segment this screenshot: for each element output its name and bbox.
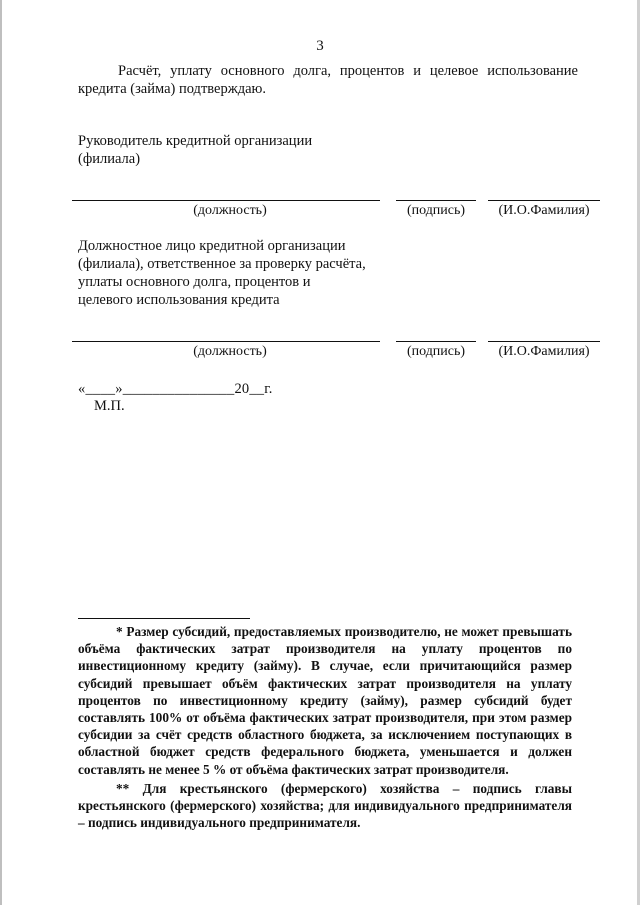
official-label: [78, 237, 366, 309]
position-line-2: [72, 341, 380, 342]
name-line-2: [488, 341, 600, 342]
signature-line-1: [396, 200, 476, 201]
official-line-3: уплаты основного долга, процентов и: [78, 274, 311, 290]
head-label-line-1: Руководитель кредитной организации: [78, 133, 313, 149]
footnote-2: ** Для крестьянского (фермерского) хозяйства – подпись главы крестьянского (фермерского) хозяйства; для индивидуального предпринимателя – подпись индивидуального предпринимателя.: [78, 780, 572, 831]
date-line: «____»_______________20__г.: [78, 381, 273, 397]
signature-caption-2: (подпись): [406, 344, 466, 359]
footnote-1: * Размер субсидий, предоставляемых производителю, не может превышать объёма фактических затрат производителя на уплату процентов по инвестиционному кредиту (займу). В случае, если причитающийся размер субсидий превышает объём фактических затрат производителя на уплату процентов по инвестиционному кредиту (займу), размер субсидий будет составлять 100% от объёма фактических затрат производителя, при этом размер субсидии за счёт средств областного бюджета, за исключением поступающих в областной бюджет средств федерального бюджета, уменьшается и должен составлять не менее 5 % от объёма фактических затрат производителя.: [78, 624, 572, 777]
position-line-1: [72, 200, 380, 201]
name-caption-2: (И.О.Фамилия): [498, 344, 590, 359]
signature-caption-1: (подпись): [406, 203, 466, 218]
page-number: 3: [316, 38, 324, 54]
scan-left-edge: [0, 0, 2, 905]
confirmation-paragraph: Расчёт, уплату основного долга, процентов и целевое использование кредита (займа) подтверждаю.: [78, 63, 578, 97]
official-line-2: (филиала), ответственное за проверку расчёта,: [78, 256, 366, 272]
signature-line-2: [396, 341, 476, 342]
official-line-4: целевого использования кредита: [78, 292, 280, 308]
name-caption-1: (И.О.Фамилия): [498, 203, 590, 218]
position-caption-2: (должность): [193, 344, 267, 359]
footnotes: [78, 623, 572, 831]
position-caption-1: (должность): [193, 203, 267, 218]
name-line-1: [488, 200, 600, 201]
official-line-1: Должностное лицо кредитной организации: [78, 238, 346, 254]
head-label-line-2: (филиала): [78, 151, 141, 167]
stamp-mark: М.П.: [94, 398, 125, 414]
footnote-separator: [78, 618, 250, 619]
